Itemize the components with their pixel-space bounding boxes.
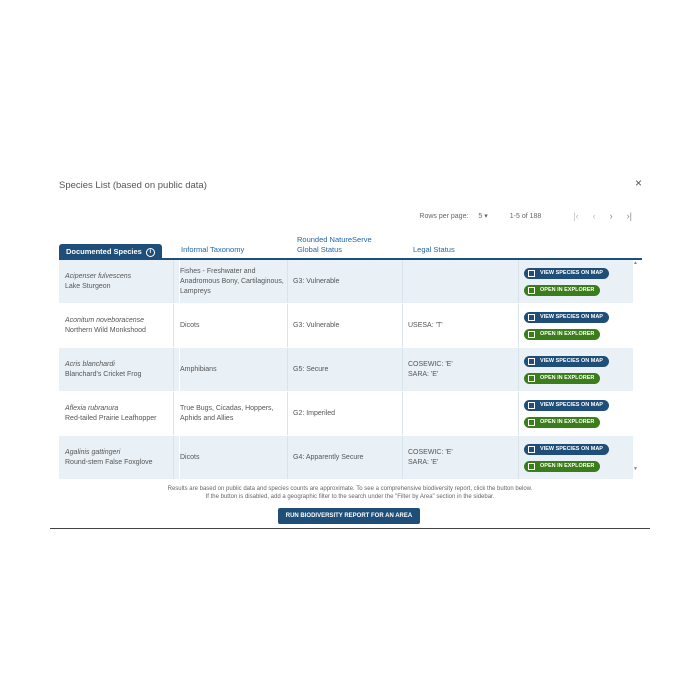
common-name: Blanchard's Cricket Frog (65, 370, 142, 378)
button-label: OPEN IN EXPLORER (540, 463, 595, 469)
view-species-on-map-button[interactable] (524, 312, 609, 323)
table-scrollbar[interactable] (633, 260, 639, 472)
common-name: Northern Wild Monkshood (65, 326, 146, 334)
results-note-line: If the button is disabled, add a geographic filter to the search under the "Filter by Area" section in the sidebar. (205, 494, 495, 500)
species-cell (65, 348, 173, 391)
actions-cell (524, 260, 624, 303)
button-label: VIEW SPECIES ON MAP (540, 402, 603, 408)
external-link-icon (528, 314, 535, 321)
legal-status-line: COSEWIC: 'E' (408, 448, 453, 456)
column-header-documented-species[interactable] (59, 244, 162, 260)
button-label: OPEN IN EXPLORER (540, 419, 595, 425)
species-table-body (59, 260, 633, 480)
global-status-cell: G5: Secure (293, 365, 329, 373)
scroll-down-icon[interactable]: ▼ (633, 466, 638, 472)
button-label: VIEW SPECIES ON MAP (540, 446, 603, 452)
species-cell (65, 304, 173, 347)
view-species-on-map-button[interactable] (524, 400, 609, 411)
rows-per-page-select[interactable]: 5 ▾ (478, 213, 488, 220)
external-link-icon (528, 419, 535, 426)
scientific-name: Acris blanchardi (65, 360, 115, 368)
table-header (59, 232, 642, 260)
results-note-line: Results are based on public data and species counts are approximate. To see a comprehensive biodiversity report, click the button below. (167, 486, 533, 492)
open-in-explorer-button[interactable] (524, 285, 600, 296)
legal-status-cell (408, 392, 516, 435)
species-list-dialog (50, 170, 650, 529)
scientific-name: Agalinis gattingeri (65, 448, 121, 456)
pagination (419, 211, 632, 221)
taxonomy-cell: Fishes - Freshwater and Anadromous Bony, Cartilaginous, Lampreys (179, 260, 288, 303)
global-status-cell: G2: Imperiled (293, 409, 336, 417)
external-link-icon (528, 331, 535, 338)
table-row (59, 304, 633, 348)
button-label: VIEW SPECIES ON MAP (540, 270, 603, 276)
actions-cell (524, 304, 624, 347)
scientific-name: Aconitum noveboracense (65, 316, 144, 324)
legal-status-cell (408, 436, 516, 479)
open-in-explorer-button[interactable] (524, 417, 600, 428)
column-header-label: Documented Species (66, 247, 142, 256)
button-label: OPEN IN EXPLORER (540, 331, 595, 337)
last-page-icon[interactable]: ›| (626, 211, 632, 221)
view-species-on-map-button[interactable] (524, 444, 609, 455)
column-header-label: Rounded NatureServe (297, 235, 372, 244)
previous-page-icon[interactable]: ‹ (592, 211, 596, 221)
column-header-global-status[interactable] (297, 235, 372, 255)
table-row (59, 392, 633, 436)
global-status-cell: G4: Apparently Secure (293, 453, 364, 461)
button-label: VIEW SPECIES ON MAP (540, 358, 603, 364)
taxonomy-cell: Amphibians (179, 348, 288, 391)
legal-status-line: USESA: 'T' (408, 321, 443, 329)
scroll-up-icon[interactable]: ▲ (633, 260, 638, 266)
legal-status-line: COSEWIC: 'E' (408, 360, 453, 368)
dialog-title: Species List (based on public data) (59, 180, 207, 191)
results-note (50, 485, 650, 501)
taxonomy-cell: True Bugs, Cicadas, Hoppers, Aphids and Allies (179, 392, 288, 435)
actions-cell (524, 436, 624, 479)
external-link-icon (528, 375, 535, 382)
external-link-icon (528, 270, 535, 277)
next-page-icon[interactable]: › (609, 211, 613, 221)
table-row (59, 348, 633, 392)
first-page-icon[interactable]: |‹ (573, 211, 579, 221)
button-label: OPEN IN EXPLORER (540, 287, 595, 293)
legal-status-line: SARA: 'E' (408, 458, 439, 466)
global-status-cell: G3: Vulnerable (293, 321, 340, 329)
column-header-label: Global Status (297, 245, 343, 254)
common-name: Red-tailed Prairie Leafhopper (65, 414, 157, 422)
species-cell (65, 260, 173, 303)
external-link-icon (528, 402, 535, 409)
common-name: Round-stem False Foxglove (65, 458, 153, 466)
info-icon[interactable]: i (146, 248, 155, 257)
global-status-cell: G3: Vulnerable (293, 277, 340, 285)
open-in-explorer-button[interactable] (524, 461, 600, 472)
open-in-explorer-button[interactable] (524, 329, 600, 340)
legal-status-cell (408, 260, 516, 303)
pagination-range: 1-5 of 188 (509, 212, 542, 220)
taxonomy-cell: Dicots (179, 436, 288, 479)
external-link-icon (528, 358, 535, 365)
external-link-icon (528, 463, 535, 470)
external-link-icon (528, 446, 535, 453)
legal-status-cell (408, 348, 516, 391)
open-in-explorer-button[interactable] (524, 373, 600, 384)
taxonomy-cell: Dicots (179, 304, 288, 347)
table-row (59, 436, 633, 480)
view-species-on-map-button[interactable] (524, 268, 609, 279)
column-header-legal-status[interactable]: Legal Status (413, 245, 455, 254)
species-cell (65, 392, 173, 435)
actions-cell (524, 392, 624, 435)
close-icon[interactable]: × (634, 176, 642, 190)
external-link-icon (528, 287, 535, 294)
common-name: Lake Sturgeon (65, 282, 111, 290)
button-label: VIEW SPECIES ON MAP (540, 314, 603, 320)
table-row (59, 260, 633, 304)
scientific-name: Acipenser fulvescens (65, 272, 132, 280)
rows-per-page-label: Rows per page: (419, 212, 469, 220)
column-header-informal-taxonomy[interactable]: Informal Taxonomy (181, 245, 245, 254)
view-species-on-map-button[interactable] (524, 356, 609, 367)
button-label: OPEN IN EXPLORER (540, 375, 595, 381)
scientific-name: Aflexia rubranura (65, 404, 119, 412)
species-cell (65, 436, 173, 479)
legal-status-line: SARA: 'E' (408, 370, 439, 378)
run-biodiversity-report-button[interactable]: RUN BIODIVERSITY REPORT FOR AN AREA (278, 508, 420, 524)
actions-cell (524, 348, 624, 391)
legal-status-cell (408, 304, 516, 347)
